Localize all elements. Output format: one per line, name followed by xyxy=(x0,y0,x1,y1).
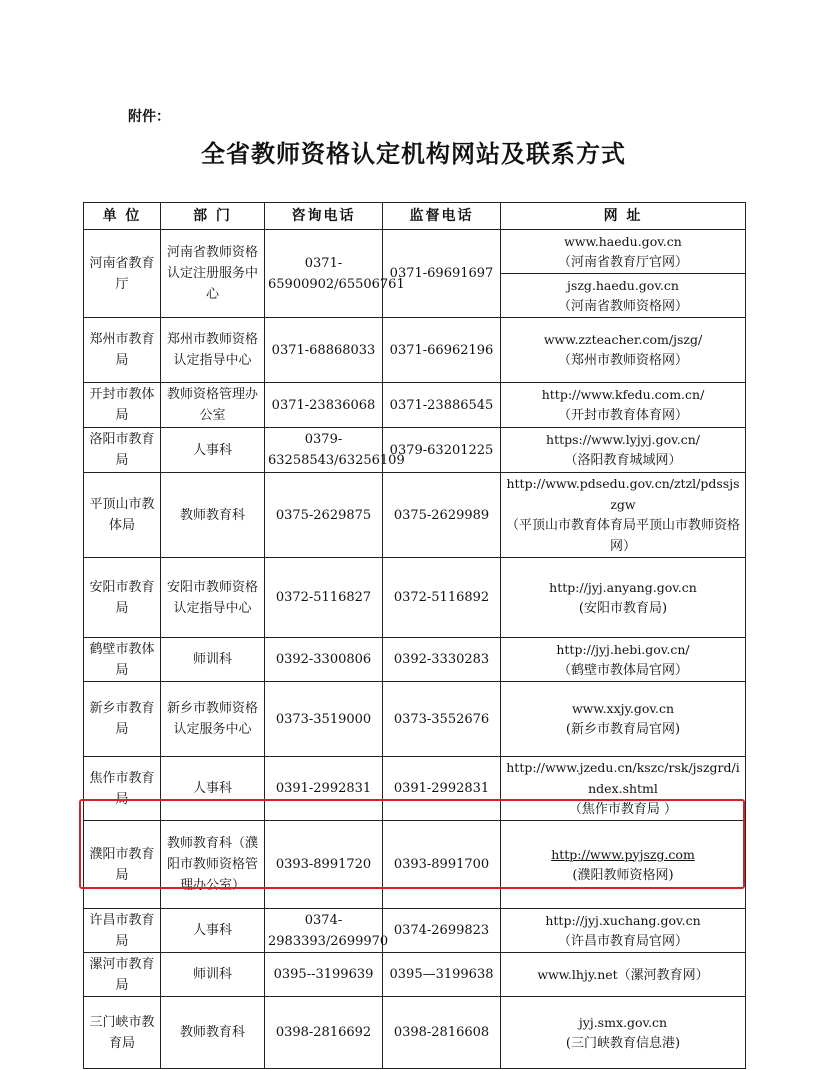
website-url[interactable]: http://jyj.anyang.gov.cn xyxy=(549,579,697,595)
consult-phone-cell: 0371-23836068 xyxy=(265,383,383,428)
table-row xyxy=(84,558,746,638)
website-url[interactable]: http://jyj.hebi.gov.cn/ xyxy=(556,641,690,657)
website-name: （河南省教育厅官网） xyxy=(557,254,688,270)
table-row xyxy=(84,318,746,383)
header-website: 网 址 xyxy=(501,203,746,230)
website-name: （河南省教师资格网） xyxy=(557,298,688,314)
department-cell: 人事科 xyxy=(161,909,265,953)
website-url[interactable]: www.zzteacher.com/jszg/ xyxy=(543,332,703,347)
website-name: (濮阳教师资格网) xyxy=(572,867,674,883)
unit-cell: 三门峡市教育局 xyxy=(84,997,161,1069)
website-name: (新乡市教育局官网) xyxy=(565,722,681,737)
consult-phone-cell: 0391-2992831 xyxy=(265,757,383,821)
header-consult-phone: 咨询电话 xyxy=(265,203,383,230)
department-cell: 人事科 xyxy=(161,428,265,473)
table-row xyxy=(84,821,746,909)
website-cell[interactable] xyxy=(501,318,746,383)
website-name: （开封市教育体育网） xyxy=(557,408,688,423)
unit-cell: 洛阳市教育局 xyxy=(84,428,161,473)
website-url[interactable]: https://www.lyjyj.gov.cn/ xyxy=(546,432,700,447)
table-row xyxy=(84,473,746,558)
website-url[interactable]: http://jyj.xuchang.gov.cn xyxy=(545,912,701,928)
unit-cell: 漯河市教育局 xyxy=(84,953,161,997)
header-supervise-phone: 监督电话 xyxy=(383,203,501,230)
consult-phone-cell: 0373-3519000 xyxy=(265,682,383,757)
website-name: (三门峡教育信息港) xyxy=(565,1035,681,1051)
website-url[interactable]: jszg.haedu.gov.cn xyxy=(567,277,679,293)
website-cell[interactable] xyxy=(501,558,746,638)
table-row xyxy=(84,682,746,757)
document-title: 全省教师资格认定机构网站及联系方式 xyxy=(201,140,626,168)
table-row xyxy=(84,428,746,473)
website-url[interactable]: http://www.pdsedu.gov.cn/ztzl/pdssjszgw xyxy=(506,476,740,512)
unit-cell: 安阳市教育局 xyxy=(84,558,161,638)
website-url[interactable]: www.lhjy.net xyxy=(537,966,618,982)
website-cell[interactable] xyxy=(501,682,746,757)
supervise-phone-cell: 0374-2699823 xyxy=(383,909,501,953)
website-name: (安阳市教育局) xyxy=(578,600,668,616)
department-cell: 安阳市教师资格认定指导中心 xyxy=(161,558,265,638)
website-cell[interactable] xyxy=(501,757,746,821)
attachment-label: 附件： xyxy=(128,109,170,125)
department-cell: 师训科 xyxy=(161,638,265,682)
website-cell[interactable] xyxy=(501,953,746,997)
department-cell: 师训科 xyxy=(161,953,265,997)
website-cell[interactable] xyxy=(501,230,746,274)
department-cell: 新乡市教师资格认定服务中心 xyxy=(161,682,265,757)
supervise-phone-cell: 0391-2992831 xyxy=(383,757,501,821)
supervise-phone-cell: 0375-2629989 xyxy=(383,473,501,558)
website-name: （平顶山市教育体育局平顶山市教师资格网） xyxy=(505,518,740,554)
table-header-row xyxy=(84,203,746,230)
supervise-phone-cell: 0398-2816608 xyxy=(383,997,501,1069)
consult-phone-cell: 0398-2816692 xyxy=(265,997,383,1069)
unit-cell: 鹤壁市教体局 xyxy=(84,638,161,682)
table-row xyxy=(84,909,746,953)
contact-table xyxy=(83,202,746,1069)
table-row xyxy=(84,638,746,682)
supervise-phone-cell: 0379-63201225 xyxy=(383,428,501,473)
header-unit: 单 位 xyxy=(84,203,161,230)
supervise-phone-cell: 0372-5116892 xyxy=(383,558,501,638)
consult-phone-cell: 0392-3300806 xyxy=(265,638,383,682)
consult-phone-cell: 0393-8991720 xyxy=(265,821,383,909)
supervise-phone-cell: 0373-3552676 xyxy=(383,682,501,757)
website-name: （漯河教育网） xyxy=(617,967,709,983)
website-cell[interactable] xyxy=(501,997,746,1069)
unit-cell: 郑州市教育局 xyxy=(84,318,161,383)
consult-phone-cell: 0395--3199639 xyxy=(265,953,383,997)
website-cell[interactable] xyxy=(501,638,746,682)
department-cell: 郑州市教师资格认定指导中心 xyxy=(161,318,265,383)
department-cell: 教师教育科 xyxy=(161,997,265,1069)
consult-phone-cell: 0372-5116827 xyxy=(265,558,383,638)
website-url[interactable]: http://www.kfedu.com.cn/ xyxy=(541,387,705,402)
supervise-phone-cell: 0393-8991700 xyxy=(383,821,501,909)
website-cell[interactable] xyxy=(501,473,746,558)
website-cell[interactable] xyxy=(501,909,746,953)
website-url[interactable]: http://www.pyjszg.com xyxy=(551,846,695,862)
table-row xyxy=(84,953,746,997)
unit-cell: 焦作市教育局 xyxy=(84,757,161,821)
supervise-phone-cell: 0395—3199638 xyxy=(383,953,501,997)
department-cell: 人事科 xyxy=(161,757,265,821)
unit-cell: 河南省教育厅 xyxy=(84,230,161,318)
department-cell: 河南省教师资格认定注册服务中心 xyxy=(161,230,265,318)
unit-cell: 平顶山市教体局 xyxy=(84,473,161,558)
department-cell: 教师资格管理办公室 xyxy=(161,383,265,428)
supervise-phone-cell: 0371-23886545 xyxy=(383,383,501,428)
table-row xyxy=(84,383,746,428)
supervise-phone-cell: 0371-66962196 xyxy=(383,318,501,383)
supervise-phone-cell: 0371-69691697 xyxy=(383,230,501,318)
website-name: （鹤壁市教体局官网） xyxy=(557,662,688,678)
department-cell: 教师教育科（濮阳市教师资格管理办公室） xyxy=(161,821,265,909)
header-department: 部 门 xyxy=(161,203,265,230)
consult-phone-cell: 0379-63258543/63256109 xyxy=(265,428,383,473)
table-row xyxy=(84,230,746,274)
unit-cell: 濮阳市教育局 xyxy=(84,821,161,909)
unit-cell: 许昌市教育局 xyxy=(84,909,161,953)
website-url[interactable]: www.xxjy.gov.cn xyxy=(571,701,675,716)
unit-cell: 新乡市教育局 xyxy=(84,682,161,757)
website-name: （许昌市教育局官网） xyxy=(557,933,688,949)
website-cell[interactable] xyxy=(501,383,746,428)
website-cell[interactable] xyxy=(501,428,746,473)
supervise-phone-cell: 0392-3330283 xyxy=(383,638,501,682)
website-cell[interactable] xyxy=(501,274,746,318)
website-name: （焦作市教育局 ） xyxy=(568,802,678,817)
website-cell[interactable] xyxy=(501,821,746,909)
consult-phone-cell: 0371-65900902/65506761 xyxy=(265,230,383,318)
website-url[interactable]: www.haedu.gov.cn xyxy=(564,233,682,249)
website-name: （郑州市教师资格网） xyxy=(557,353,688,368)
table-row xyxy=(84,757,746,821)
consult-phone-cell: 0374-2983393/2699970 xyxy=(265,909,383,953)
department-cell: 教师教育科 xyxy=(161,473,265,558)
consult-phone-cell: 0375-2629875 xyxy=(265,473,383,558)
website-url[interactable]: jyj.smx.gov.cn xyxy=(578,1014,668,1030)
table-row xyxy=(84,997,746,1069)
unit-cell: 开封市教体局 xyxy=(84,383,161,428)
website-url[interactable]: http://www.jzedu.cn/kszc/rsk/jszgrd/index.shtml xyxy=(506,760,740,796)
consult-phone-cell: 0371-68868033 xyxy=(265,318,383,383)
website-name: （洛阳教育城域网） xyxy=(564,453,682,468)
